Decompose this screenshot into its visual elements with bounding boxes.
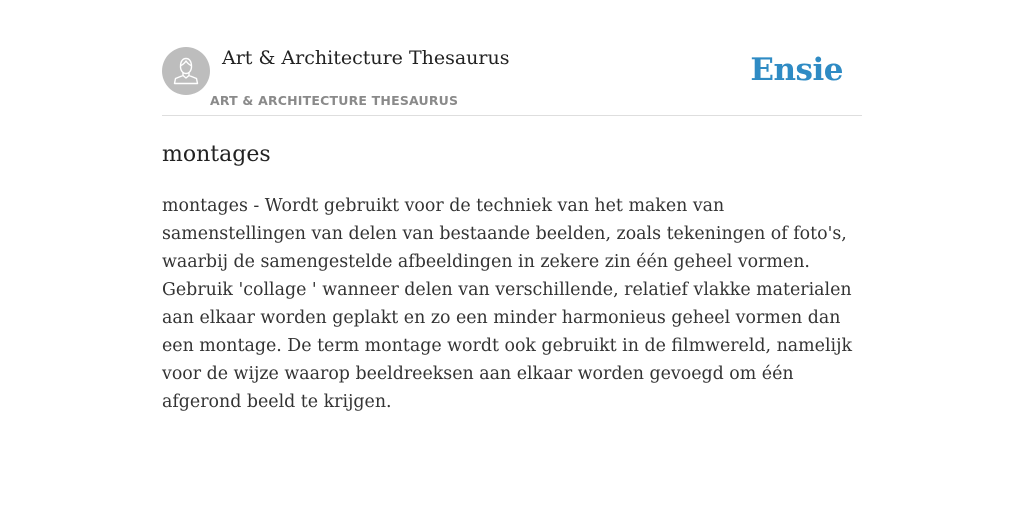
brand-logo[interactable]: Ensie <box>750 52 843 88</box>
entry-definition: montages - Wordt gebruikt voor de techniek van het maken van samenstellingen van delen van bestaande beelden, zoals tekeningen of foto's, waarbij de samengestelde afbeeldingen in zekere zin één geheel vormen. Gebruik 'collage ' wanneer delen van verschillende, relatief vlakke materialen aan elkaar worden geplakt en zo een minder harmonieus geheel vormen dan een montage. De term montage wordt ook gebruikt in de filmwereld, namelijk voor de wijze waarop beeldreeksen aan elkaar worden gevoegd om één afgerond beeld te krijgen. <box>162 196 852 412</box>
avatar[interactable] <box>162 47 210 95</box>
source-subtitle[interactable]: ART & ARCHITECTURE THESAURUS <box>210 93 459 108</box>
source-title[interactable]: Art & Architecture Thesaurus <box>222 47 510 69</box>
source-header <box>162 46 862 116</box>
user-silhouette-icon <box>162 47 210 95</box>
entry-headword: montages <box>162 142 271 167</box>
